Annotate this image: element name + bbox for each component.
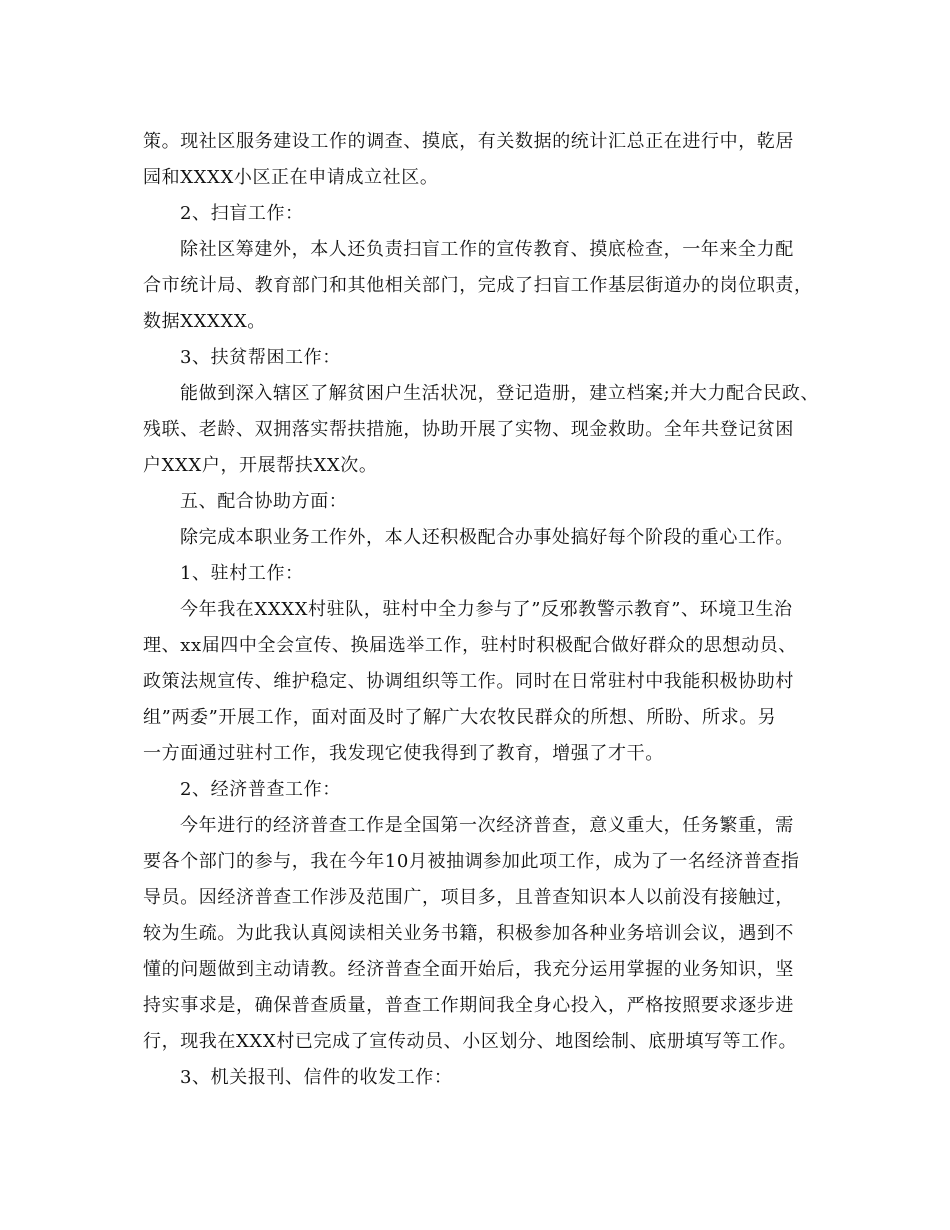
text-line: 园和XXXX小区正在申请成立社区。 [143,167,439,188]
section-heading: 3、机关报刊、信件的收发工作： [180,1067,453,1088]
text-line: 较为生疏。为此我认真阅读相关业务书籍，积极参加各种业务培训会议，遇到不 [143,923,794,944]
section-heading: 3、扶贫帮困工作： [180,347,341,368]
text-line: 组”两委”开展工作，面对面及时了解广大农牧民群众的所想、所盼、所求。另 [143,707,777,728]
text-line: 导员。因经济普查工作涉及范围广，项目多，且普查知识本人以前没有接触过， [143,887,794,908]
text-line: 理、xx届四中全会宣传、换届选举工作，驻村时积极配合做好群众的思想动员、 [143,635,797,656]
text-line: 数据XXXXX。 [143,311,266,332]
text-line: 行，现我在XXX村已完成了宣传动员、小区划分、地图绘制、底册填写等工作。 [143,1031,798,1052]
section-heading: 1、驻村工作： [180,563,304,584]
text-line: 持实事求是，确保普查质量，普查工作期间我全身心投入，严格按照要求逐步进 [143,995,794,1016]
text-line: 除完成本职业务工作外，本人还积极配合办事处搞好每个阶段的重心工作。 [180,527,794,548]
text-line: 一方面通过驻村工作，我发现它使我得到了教育，增强了才干。 [143,743,664,764]
text-line: 政策法规宣传、维护稳定、协调组织等工作。同时在日常驻村中我能积极协助村 [143,671,794,692]
text-line: 策。现社区服务建设工作的调查、摸底，有关数据的统计汇总正在进行中，乾居 [143,131,794,152]
text-line: 户XXX户，开展帮扶XX次。 [143,455,378,476]
section-heading: 五、配合协助方面： [180,491,348,512]
section-heading: 2、经济普查工作： [180,779,341,800]
text-line: 除社区筹建外，本人还负责扫盲工作的宣传教育、摸底检查，一年来全力配 [180,239,794,260]
section-heading: 2、扫盲工作： [180,203,304,224]
text-line: 要各个部门的参与，我在今年10月被抽调参加此项工作，成为了一名经济普查指 [143,851,800,872]
text-line: 残联、老龄、双拥落实帮扶措施，协助开展了实物、现金救助。全年共登记贫困 [143,419,794,440]
text-line: 能做到深入辖区了解贫困户生活状况，登记造册，建立档案;并大力配合民政、 [180,383,820,404]
text-line: 今年进行的经济普查工作是全国第一次经济普查，意义重大，任务繁重，需 [180,815,794,836]
text-line: 今年我在XXXX村驻队，驻村中全力参与了”反邪教警示教育”、环境卫生治 [180,599,793,620]
text-line: 合市统计局、教育部门和其他相关部门，完成了扫盲工作基层街道办的岗位职责， [143,275,813,296]
text-line: 懂的问题做到主动请教。经济普查全面开始后，我充分运用掌握的业务知识，坚 [143,959,794,980]
